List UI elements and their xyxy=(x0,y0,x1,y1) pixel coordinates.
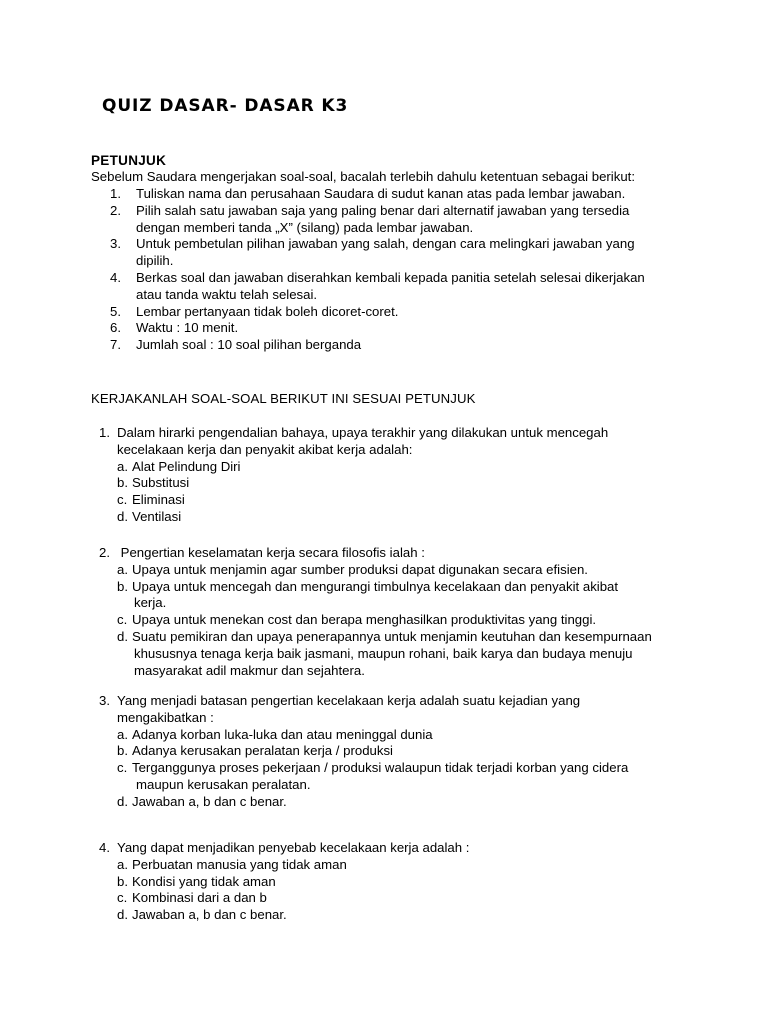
instruction-number: 5. xyxy=(110,303,121,319)
instruction-text-cont: dipilih. xyxy=(136,253,174,269)
option-text: Alat Pelindung Diri xyxy=(132,458,241,474)
option-d xyxy=(117,509,699,526)
option-b xyxy=(117,743,699,760)
question-2 xyxy=(99,545,699,679)
option-list xyxy=(117,857,699,924)
option-a xyxy=(117,562,699,579)
instruction-number: 7. xyxy=(110,337,121,353)
instruction-item xyxy=(110,203,690,237)
option-b xyxy=(117,475,699,492)
document-title: QUIZ DASAR- DASAR K3 xyxy=(102,96,349,116)
question-number: 4. xyxy=(99,840,110,855)
option-letter: a. xyxy=(117,561,128,577)
option-text: Upaya untuk menekan cost dan berapa menghasilkan produktivitas yang tinggi. xyxy=(132,612,597,628)
option-text: Jawaban a, b dan c benar. xyxy=(132,793,287,809)
option-text: Suatu pemikiran dan upaya penerapannya untuk menjamin keutuhan dan kesempurnaan xyxy=(132,628,652,644)
option-letter: c. xyxy=(117,492,128,508)
question-1 xyxy=(99,425,699,526)
instruction-number: 1. xyxy=(110,186,121,201)
question-text: Dalam hirarki pengendalian bahaya, upaya terakhir yang dilakukan untuk mencegah xyxy=(117,425,609,440)
option-text: Eliminasi xyxy=(132,492,185,508)
instruction-number: 4. xyxy=(110,269,121,285)
option-text: Adanya korban luka-luka dan atau meninggal dunia xyxy=(132,726,433,742)
option-letter: c. xyxy=(117,760,128,776)
option-c xyxy=(117,492,699,509)
option-text: Upaya untuk menjamin agar sumber produksi dapat digunakan secara efisien. xyxy=(132,561,588,577)
section-heading: KERJAKANLAH SOAL-SOAL BERIKUT INI SESUAI PETUNJUK xyxy=(91,391,476,406)
instruction-number: 3. xyxy=(110,236,121,252)
instruction-text: Tuliskan nama dan perusahaan Saudara di sudut kanan atas pada lembar jawaban. xyxy=(136,186,626,201)
option-text-cont: khususnya tenaga kerja baik jasmani, maupun rohani, baik karya dan budaya menuju xyxy=(134,645,633,661)
instruction-item xyxy=(110,320,690,337)
option-letter: b. xyxy=(117,578,128,594)
instruction-text: Lembar pertanyaan tidak boleh dicoret-coret. xyxy=(136,303,399,319)
option-text: Substitusi xyxy=(132,475,190,491)
question-text-cont: kecelakaan kerja dan penyakit akibat kerja adalah: xyxy=(117,441,413,457)
option-letter: b. xyxy=(117,743,128,759)
option-text: Kombinasi dari a dan b xyxy=(132,890,267,906)
option-text: Upaya untuk mencegah dan mengurangi timbulnya kecelakaan dan penyakit akibat xyxy=(132,578,619,594)
option-letter: d. xyxy=(117,628,128,644)
petunjuk-heading: PETUNJUK xyxy=(91,153,167,168)
option-text-cont: masyarakat adil makmur dan sejahtera. xyxy=(134,662,365,678)
option-c xyxy=(117,612,699,629)
instruction-item xyxy=(110,270,690,304)
instruction-text: Berkas soal dan jawaban diserahkan kembali kepada panitia setelah selesai dikerjakan xyxy=(136,269,645,285)
question-text: Yang menjadi batasan pengertian kecelakaan kerja adalah suatu kejadian yang xyxy=(117,693,581,708)
instruction-text-cont: atau tanda waktu telah selesai. xyxy=(136,286,318,302)
question-number: 3. xyxy=(99,693,110,708)
option-letter: d. xyxy=(117,907,128,923)
option-letter: d. xyxy=(117,793,128,809)
option-letter: b. xyxy=(117,475,128,491)
option-letter: c. xyxy=(117,890,128,906)
petunjuk-intro: Sebelum Saudara mengerjakan soal-soal, bacalah terlebih dahulu ketentuan sebagai berikut: xyxy=(91,169,635,184)
instruction-number: 2. xyxy=(110,202,121,218)
option-text: Kondisi yang tidak aman xyxy=(132,873,276,889)
option-d xyxy=(117,629,699,679)
option-b xyxy=(117,874,699,891)
option-text: Jawaban a, b dan c benar. xyxy=(132,907,287,923)
question-4 xyxy=(99,840,699,924)
question-3 xyxy=(99,693,699,811)
instruction-item xyxy=(110,186,690,203)
option-list xyxy=(117,562,699,680)
option-c xyxy=(117,890,699,907)
option-text-cont: maupun kerusakan peralatan. xyxy=(136,776,311,792)
instruction-text: Jumlah soal : 10 soal pilihan berganda xyxy=(136,337,362,353)
option-letter: a. xyxy=(117,856,128,872)
instruction-text: Untuk pembetulan pilihan jawaban yang salah, dengan cara melingkari jawaban yang xyxy=(136,236,635,252)
option-text-cont: kerja. xyxy=(134,595,167,611)
question-number: 1. xyxy=(99,425,110,440)
option-list xyxy=(117,459,699,526)
instruction-text-cont: dengan memberi tanda „X” (silang) pada lembar jawaban. xyxy=(136,219,474,235)
option-b xyxy=(117,579,699,613)
option-text: Ventilasi xyxy=(132,508,182,524)
instruction-number: 6. xyxy=(110,320,121,336)
instruction-text: Waktu : 10 menit. xyxy=(136,320,239,336)
instruction-item xyxy=(110,236,690,270)
option-d xyxy=(117,907,699,924)
option-a xyxy=(117,727,699,744)
option-text: Terganggunya proses pekerjaan / produksi walaupun tidak terjadi korban yang cidera xyxy=(132,760,629,776)
option-letter: b. xyxy=(117,873,128,889)
instruction-list xyxy=(110,186,690,354)
option-text: Perbuatan manusia yang tidak aman xyxy=(132,856,347,872)
option-a xyxy=(117,459,699,476)
option-c xyxy=(117,760,699,794)
instruction-text: Pilih salah satu jawaban saja yang paling benar dari alternatif jawaban yang tersedia xyxy=(136,202,630,218)
option-letter: a. xyxy=(117,458,128,474)
option-text: Adanya kerusakan peralatan kerja / produksi xyxy=(132,743,393,759)
question-text: Yang dapat menjadikan penyebab kecelakaan kerja adalah : xyxy=(117,840,470,855)
question-number: 2. xyxy=(99,545,110,560)
option-list xyxy=(117,727,699,811)
question-text-cont: mengakibatkan : xyxy=(117,709,214,725)
option-a xyxy=(117,857,699,874)
option-d xyxy=(117,794,699,811)
option-letter: a. xyxy=(117,726,128,742)
instruction-item xyxy=(110,304,690,321)
question-text: Pengertian keselamatan kerja secara filosofis ialah : xyxy=(117,545,425,560)
option-letter: c. xyxy=(117,612,128,628)
option-letter: d. xyxy=(117,508,128,524)
instruction-item xyxy=(110,337,690,354)
